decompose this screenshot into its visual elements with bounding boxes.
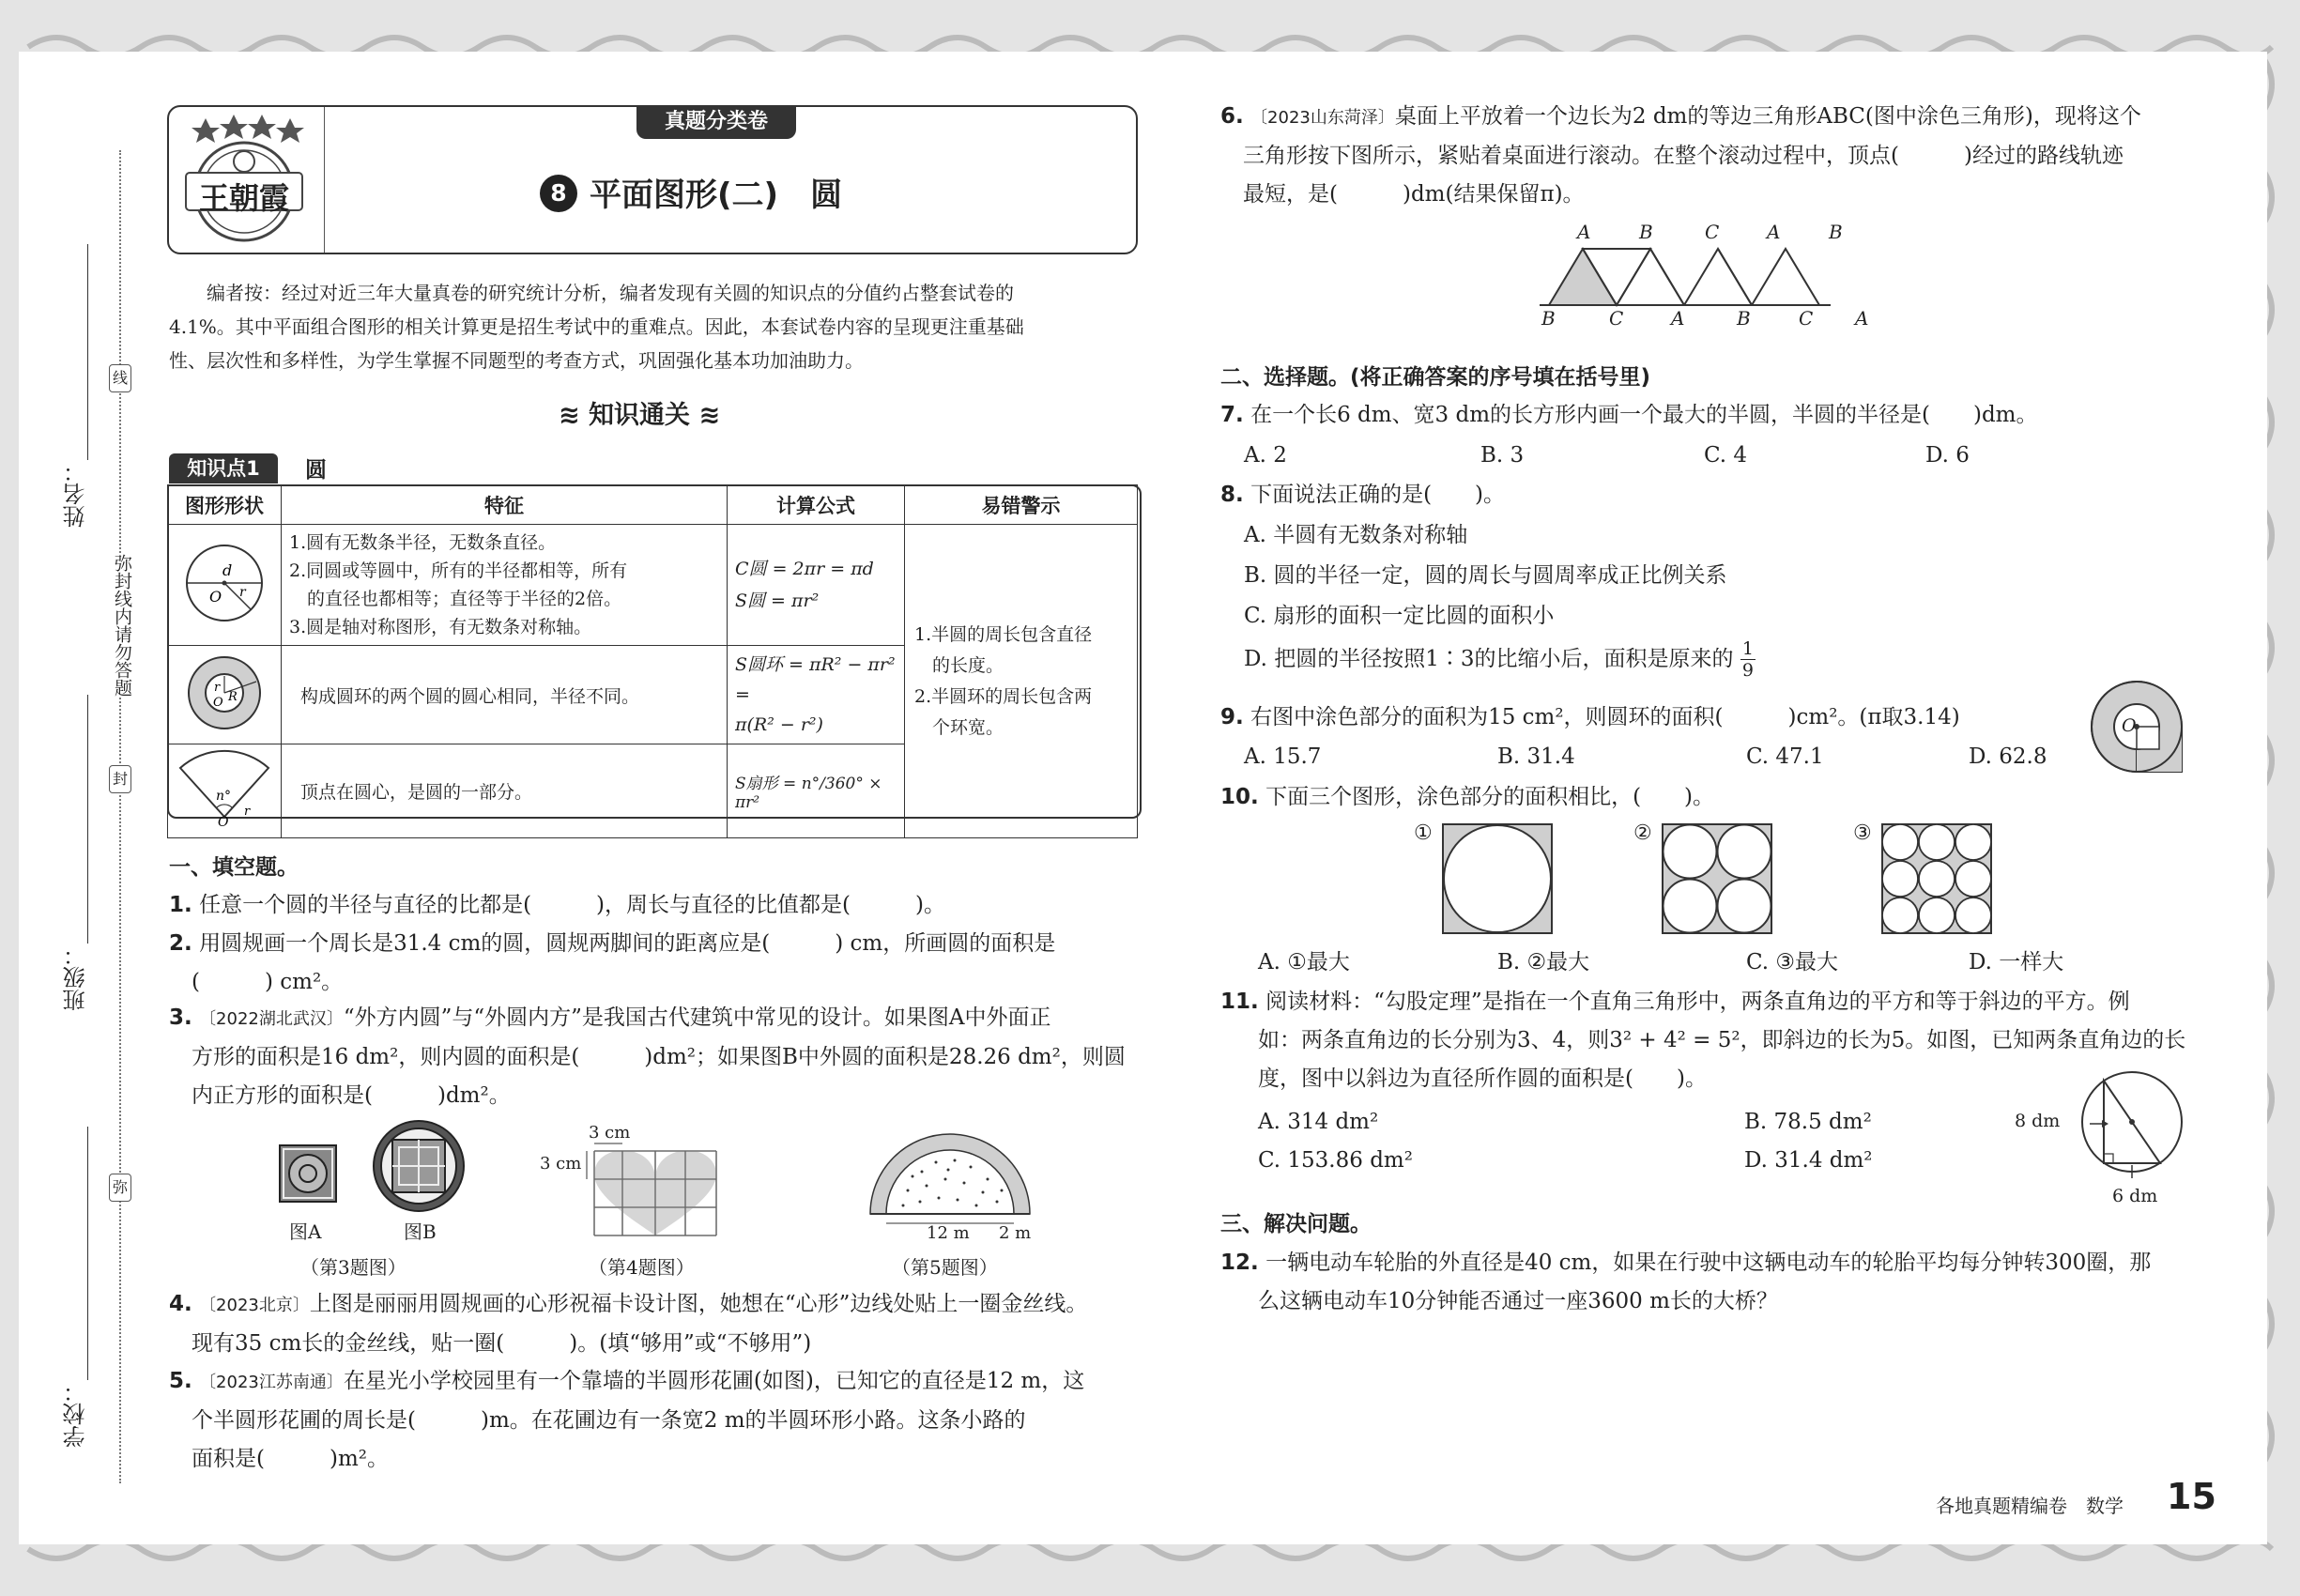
svg-text:O: O: [218, 815, 229, 830]
editor-note-line1: 编者按：经过对近三年大量真卷的研究统计分析，编者发现有关圆的知识点的分值约占整套试卷的: [207, 282, 1014, 304]
tri-top-label-4: A: [1767, 221, 1781, 243]
part1-title: 一、填空题。: [169, 855, 299, 880]
q10-figure-3: [1881, 823, 1992, 934]
fraction-1-9: $\frac{1}{9}$: [1741, 638, 1754, 681]
ring-icon: [185, 653, 264, 732]
part3-title: 三、解决问题。: [1220, 1212, 1372, 1236]
question-2: 2. 用圆规画一个周长是31.4 cm的圆，圆规两脚间的距离应是( ) cm，所画圆的面积是 ( ) cm²。: [169, 931, 1056, 994]
right-triangle-circle-image: [2009, 1064, 2197, 1214]
q11-figure: [2009, 1064, 2197, 1214]
editor-note-line2: 4.1%。其中平面组合图形的相关计算更是招生考试中的重难点。因此，本套试卷内容的呈现更注重基础: [169, 315, 1024, 338]
q10-figures: [1408, 821, 2018, 939]
school-line[interactable]: [87, 1127, 88, 1380]
caption-4: （第4题图）: [589, 1256, 695, 1279]
question-4: 4. 〔2023北京〕上图是丽丽用圆规画的心形祝福卡设计图，她想在“心形”边线处贴上一圈金丝线。 现有35 cm长的金丝线，贴一圈( )。(填“够用”或“不够用”): [169, 1292, 1088, 1356]
question-3: 3. 〔2022湖北武汉〕“外方内圆”与“外圆内方”是我国古代建筑中常见的设计。如果图A中外面正 方形的面积是16 dm²，则内圆的面积是( )dm²；如果图B中外圆的面积是28.26 dm²，则圆 内正方形的面积是( )dm²。: [169, 1005, 1126, 1108]
q10-mark-1: ①: [1414, 821, 1433, 845]
dim-12m: 12 m: [927, 1223, 970, 1243]
name-line[interactable]: [87, 244, 88, 460]
col-warning: 易错警示: [905, 485, 1138, 525]
caption-3: （第3题图）: [300, 1256, 406, 1279]
school-label: 学校：: [63, 1380, 89, 1448]
footer-series: 各地真题精编卷 数学: [1936, 1495, 2124, 1517]
q10-option-a[interactable]: A. ①最大: [1258, 950, 1350, 974]
col-feature: 特征: [282, 485, 728, 525]
ring-square-image: [2090, 674, 2195, 779]
tri-bottom-label-4: B: [1737, 307, 1751, 330]
question-1: 1. 任意一个圆的半径与直径的比都是( )，周长与直径的比值都是( )。: [169, 893, 945, 917]
q11-label-8dm: 8 dm: [2015, 1111, 2061, 1131]
class-label: 班级：: [63, 944, 89, 1011]
q9-option-b[interactable]: B. 31.4: [1497, 744, 1575, 769]
q10-option-b[interactable]: B. ②最大: [1497, 950, 1590, 974]
q11-option-d[interactable]: D. 31.4 dm²: [1744, 1148, 1873, 1173]
row3-feature: 顶点在圆心，是圆的一部分。: [282, 744, 728, 838]
dim-2m: 2 m: [999, 1223, 1032, 1243]
logo-text: 王朝霞: [198, 180, 289, 216]
figure-3: [272, 1119, 479, 1241]
svg-text:R: R: [228, 689, 238, 704]
q10-options: [1258, 944, 2103, 982]
page-number: 15: [2167, 1476, 2216, 1517]
tri-top-label-3: C: [1705, 221, 1720, 243]
q11-option-b[interactable]: B. 78.5 dm²: [1744, 1110, 1872, 1134]
col-shape: 图形形状: [168, 485, 282, 525]
q9-option-a[interactable]: A. 15.7: [1244, 744, 1322, 769]
editor-note: [169, 276, 1138, 377]
q8-option-a[interactable]: A. 半圆有无数条对称轴: [1244, 523, 1468, 547]
figure-b-label: 图B: [404, 1220, 437, 1243]
q11-option-c[interactable]: C. 153.86 dm²: [1258, 1148, 1413, 1173]
q10-option-d[interactable]: D. 一样大: [1969, 950, 2064, 974]
q10-figure-2: [1662, 823, 1772, 934]
q10-mark-2: ②: [1633, 821, 1652, 845]
q11-option-a[interactable]: A. 314 dm²: [1258, 1110, 1379, 1134]
warnings: 1.半圆的周长包含直径 的长度。 2.半圆环的周长包含两 个环宽。: [905, 525, 1138, 838]
q7-option-d[interactable]: D. 6: [1925, 443, 1970, 468]
knowledge-title-text: 知识通关: [589, 401, 691, 430]
tri-top-label-2: B: [1639, 221, 1653, 243]
q10-mark-3: ③: [1853, 821, 1872, 845]
tri-top-label-5: B: [1829, 221, 1843, 243]
caption-5: （第5题图）: [892, 1256, 998, 1279]
waves-left-icon: ≋: [559, 401, 580, 430]
q11-options: [1258, 1103, 1915, 1180]
question-11: 11. 阅读材料：“勾股定理”是指在一个直角三角形中，两条直角边的平方和等于斜边的平方。例 如：两条直角边的长分别为3、4，则3² + 4² = 5²，即斜边的长为5。如图，已知两条直角边的长 度，图中以斜边为直径所作圆的面积是( )。: [1220, 990, 2186, 1091]
logo-divider: [324, 107, 325, 253]
row1-features: 1.圆有无数条半径，无数条直径。 2.同圆或等圆中，所有的半径都相等，所有 的直径也都相等；直径等于半径的2倍。 3.圆是轴对称图形，有无数条对称轴。: [282, 525, 728, 646]
q9-label-o: O: [2122, 715, 2137, 736]
svg-text:O: O: [213, 695, 223, 710]
q9-options: [1244, 738, 2089, 776]
tri-bottom-label-2: C: [1609, 307, 1624, 330]
question-9: 9. 右图中涂色部分的面积为15 cm²，则圆环的面积( )cm²。(π取3.14): [1220, 705, 1960, 729]
tri-top-label-1: A: [1577, 221, 1591, 243]
svg-text:d: d: [222, 560, 233, 579]
q9-option-d[interactable]: D. 62.8: [1969, 744, 2047, 769]
q10-figure-1: [1442, 823, 1553, 934]
row3-formula: S扇形 = n°/360° × πr²: [728, 744, 905, 838]
rolling-triangle-figure: [1530, 221, 1878, 333]
question-10: 10. 下面三个图形，涂色部分的面积相比，( )。: [1220, 785, 1715, 809]
heart-grid-image: [540, 1123, 728, 1250]
question-7: 7. 在一个长6 dm、宽3 dm的长方形内画一个最大的半圆，半圆的半径是( )dm。: [1220, 403, 2038, 427]
part2-title: 二、选择题。(将正确答案的序号填在括号里): [1220, 365, 1651, 390]
tri-bottom-label-3: A: [1671, 307, 1685, 330]
svg-text:r: r: [244, 805, 251, 819]
unit-title: 平面图形(二) 圆: [590, 176, 843, 214]
knowledge-title: [559, 394, 720, 431]
fold-note: 弥封线内请勿答题: [108, 554, 132, 697]
row1-formulas: C圆 = 2πr = πd S圆 = πr²: [728, 525, 905, 646]
q7-option-b[interactable]: B. 3: [1480, 443, 1525, 468]
name-label: 姓名：: [63, 460, 89, 528]
figure-a-b-image: [272, 1119, 479, 1232]
svg-text:r: r: [214, 680, 221, 695]
semicircle-garden-image: [866, 1134, 1035, 1228]
question-6: 6. 〔2023山东菏泽〕桌面上平放着一个边长为2 dm的等边三角形ABC(图中涂色三角形)，现将这个 三角形按下图所示，紧贴着桌面进行滚动。在整个滚动过程中，顶点( )经过的路线轨迹 最短，是( )dm(结果保留π)。: [1220, 104, 2141, 207]
svg-text:n°: n°: [216, 789, 232, 804]
dim-3cm-top: 3 cm: [589, 1123, 631, 1143]
q8-option-b[interactable]: B. 圆的半径一定，圆的周长与圆周率成正比例关系: [1244, 563, 1727, 588]
q7-option-a[interactable]: A. 2: [1244, 443, 1287, 468]
sector-figure: [168, 744, 282, 838]
q7-options: [1244, 437, 2201, 475]
unit-number: 8: [540, 175, 577, 212]
q9-ring-figure: [2090, 674, 2195, 779]
question-8: 8. 下面说法正确的是( )。 A. 半圆有无数条对称轴 B. 圆的半径一定，圆的周长与圆周率成正比例关系 C. 扇形的面积一定比圆的面积小: [1220, 476, 2206, 636]
header-box: [167, 105, 1138, 254]
row2-formulas: S圆环 = πR² − πr² = π(R² − r²): [728, 646, 905, 744]
tri-bottom-label-5: C: [1799, 307, 1814, 330]
question-12: 12. 一辆电动车轮胎的外直径是40 cm，如果在行驶中这辆电动车的轮胎平均每分钟转300圈，那 么这辆电动车10分钟能否通过一座3600 m长的大桥？: [1220, 1251, 2152, 1313]
knowledge-point-tag: 知识点1: [169, 453, 278, 483]
knowledge-point-name: 圆: [305, 457, 327, 483]
q11-label-6dm: 6 dm: [2112, 1186, 2158, 1206]
tri-bottom-label-6: A: [1855, 307, 1869, 330]
binding-margin: [52, 150, 136, 1483]
col-formula: 计算公式: [728, 485, 905, 525]
figure-4: [540, 1123, 728, 1250]
category-badge: 真题分类卷: [636, 105, 796, 139]
figure-5: [866, 1134, 1035, 1247]
dim-3cm-left: 3 cm: [540, 1154, 582, 1174]
knowledge-table: [167, 484, 1142, 830]
question-5: 5. 〔2023江苏南通〕在星光小学校园里有一个靠墙的半圆形花圃(如图)，已知它的直径是12 m，这 个半圆形花圃的周长是( )m。在花圃边有一条宽2 m的半圆环形小路。这条小路的 面积是( )m²。: [169, 1369, 1085, 1471]
mark-line: 线: [109, 364, 131, 392]
q7-option-c[interactable]: C. 4: [1704, 443, 1748, 468]
row2-feature: 构成圆环的两个圆的圆心相同，半径不同。: [282, 646, 728, 744]
q8-option-c[interactable]: C. 扇形的面积一定比圆的面积小: [1244, 604, 1555, 628]
waves-right-icon: ≋: [698, 401, 721, 430]
circle-figure: [168, 525, 282, 646]
circle-icon: [177, 536, 271, 630]
editor-note-line3: 性、层次性和多样性，为学生掌握不同题型的考查方式，巩固强化基本功加油助力。: [169, 349, 864, 372]
q10-option-c[interactable]: C. ③最大: [1746, 950, 1839, 974]
sector-icon: [173, 751, 276, 830]
q9-option-c[interactable]: C. 47.1: [1746, 744, 1824, 769]
ring-figure: [168, 646, 282, 744]
mark-close: 弥: [109, 1174, 131, 1202]
class-line[interactable]: [87, 695, 88, 944]
tri-bottom-label-1: B: [1541, 307, 1556, 330]
mark-seal: 封: [109, 765, 131, 793]
svg-text:r: r: [239, 584, 246, 600]
svg-text:O: O: [209, 587, 222, 606]
q8-option-d[interactable]: D. 把圆的半径按照1∶3的比缩小后，面积是原来的 $\frac{1}{9}$: [1244, 638, 1754, 681]
logo: [184, 116, 304, 243]
figure-a-label: 图A: [289, 1220, 322, 1243]
